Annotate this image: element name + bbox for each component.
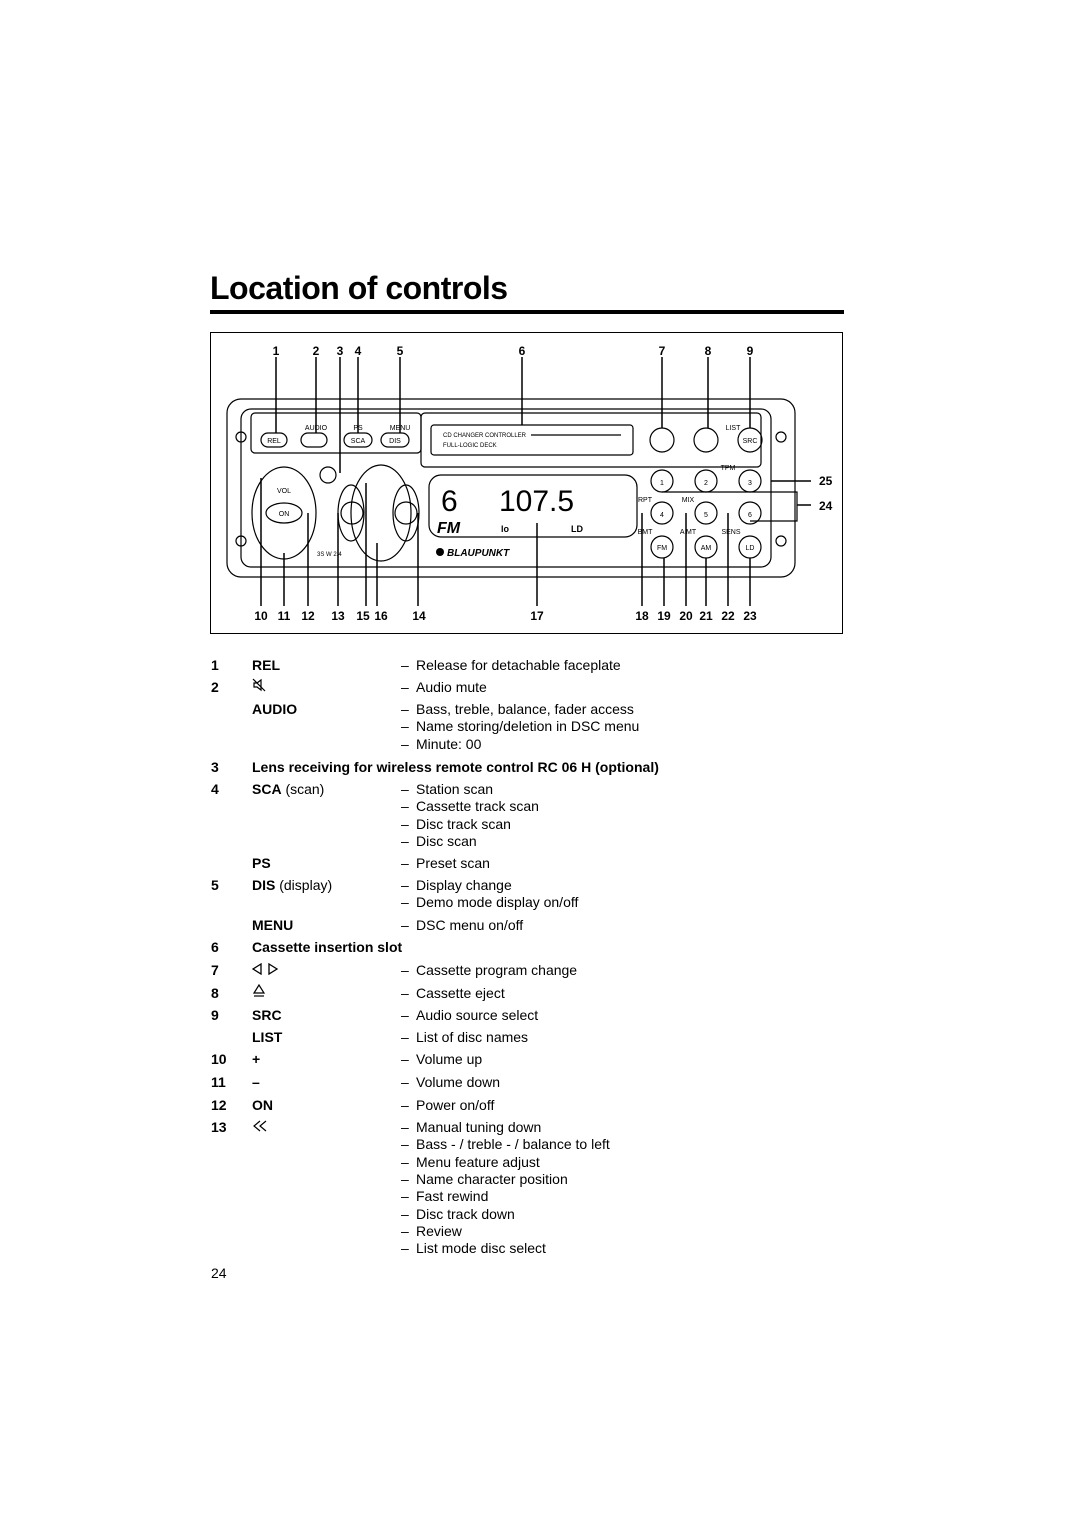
display-band: FM <box>437 520 461 537</box>
label-rpt: RPT <box>638 497 652 504</box>
label-btn2: 2 <box>704 480 708 487</box>
entry-number: 10 <box>211 1051 227 1067</box>
entry-description: – Review <box>401 1222 462 1239</box>
display-preset: 6 <box>441 485 458 518</box>
callout-21: 21 <box>699 609 713 623</box>
entry-number: 4 <box>211 781 219 797</box>
callout-22: 22 <box>721 609 735 623</box>
label-src: SRC <box>742 438 758 445</box>
callout-4: 4 <box>354 344 362 358</box>
entry-description: – Audio source select <box>401 1007 539 1023</box>
entry-key: SCA (scan) <box>252 781 325 797</box>
entry-key: MENU <box>252 917 294 933</box>
rewind-icon <box>252 1118 268 1136</box>
label-on: ON <box>278 511 290 518</box>
entry-description: – Audio mute <box>401 679 487 695</box>
callout-23: 23 <box>743 609 757 623</box>
eject-icon <box>252 984 266 1002</box>
program-change-icon <box>252 961 282 979</box>
entry-number: 7 <box>211 962 219 978</box>
entry-description: – Cassette program change <box>401 962 578 978</box>
callout-11: 11 <box>277 609 291 623</box>
entry-description: – Station scan <box>401 781 494 797</box>
entry-description: – Release for detachable faceplate <box>401 657 621 673</box>
entry-key: AUDIO <box>252 701 298 717</box>
page-number: 24 <box>211 1265 227 1281</box>
label-btn5: 5 <box>704 512 708 519</box>
entry-number: 9 <box>211 1007 219 1023</box>
label-dis: DIS <box>389 438 401 445</box>
page-title: Location of controls <box>210 270 508 306</box>
label-rel: REL <box>267 438 281 445</box>
entry-description: – List mode disc select <box>401 1240 546 1257</box>
entry-number: 12 <box>211 1097 227 1113</box>
controls-figure <box>210 332 843 634</box>
display-frequency: 107.5 <box>499 485 575 518</box>
entry-description: – Cassette eject <box>401 985 505 1001</box>
label-audio: AUDIO <box>304 425 328 432</box>
entry-description: – Name storing/deletion in DSC menu <box>401 718 640 735</box>
entry-description: – Volume up <box>401 1051 483 1067</box>
label-bmt: BMT <box>637 529 653 536</box>
entry-description: – Fast rewind <box>401 1188 489 1205</box>
entry-description: – Preset scan <box>401 855 490 871</box>
callout-16: 16 <box>374 609 388 623</box>
callout-15: 15 <box>356 609 370 623</box>
callout-24: 24 <box>819 499 833 513</box>
mute-icon <box>252 678 266 696</box>
label-ps: PS <box>353 425 363 432</box>
entry-number: 6 <box>211 939 219 955</box>
radio-faceplate-diagram <box>211 333 844 635</box>
entry-description: – List of disc names <box>401 1029 529 1045</box>
entry-key: REL <box>252 657 280 673</box>
callout-19: 19 <box>657 609 671 623</box>
entry-number: 3 <box>211 759 219 775</box>
callout-8: 8 <box>704 344 712 358</box>
label-ld: LD <box>745 545 755 552</box>
brand-logo-icon <box>436 548 444 556</box>
entry-description: – Name character position <box>401 1170 568 1187</box>
label-btn3: 3 <box>748 480 752 487</box>
label-mix: MIX <box>681 497 695 504</box>
entry-key: + <box>252 1051 261 1067</box>
callout-17: 17 <box>530 609 544 623</box>
entry-key: PS <box>252 855 271 871</box>
callout-5: 5 <box>396 344 404 358</box>
entry-description: – Demo mode display on/off <box>401 894 579 911</box>
entry-description: – Minute: 00 <box>401 735 482 752</box>
entry-number: 5 <box>211 877 219 893</box>
entry-description: – Power on/off <box>401 1097 495 1113</box>
entry-key: ON <box>252 1097 273 1113</box>
label-btn6: 6 <box>748 512 752 519</box>
label-vol: VOL <box>276 488 292 495</box>
label-am: AM <box>700 545 712 552</box>
entry-key: – <box>252 1074 260 1090</box>
title-rule <box>210 310 844 314</box>
entry-heading: Lens receiving for wireless remote control RC 06 H (optional) <box>252 759 659 775</box>
entry-key: SRC <box>252 1007 282 1023</box>
entry-number: 13 <box>211 1119 227 1135</box>
entry-heading: Cassette insertion slot <box>252 939 403 955</box>
entry-description: – Disc scan <box>401 832 477 849</box>
entry-description: – Display change <box>401 877 512 893</box>
entry-number: 11 <box>211 1074 226 1090</box>
entry-description: – Cassette track scan <box>401 798 539 815</box>
label-full-logic: FULL-LOGIC DECK <box>443 443 497 449</box>
callout-2: 2 <box>312 344 320 358</box>
label-sens: SENS <box>721 529 741 536</box>
callout-12: 12 <box>301 609 315 623</box>
callout-18: 18 <box>635 609 649 623</box>
label-amt: A MT <box>679 529 697 536</box>
callout-7: 7 <box>658 344 666 358</box>
entry-description: – Disc track down <box>401 1205 515 1222</box>
entry-key: LIST <box>252 1029 283 1045</box>
entry-number: 8 <box>211 985 219 1001</box>
callout-13: 13 <box>331 609 345 623</box>
callout-20: 20 <box>679 609 693 623</box>
label-menu: MENU <box>389 425 411 432</box>
callout-9: 9 <box>746 344 754 358</box>
callout-3: 3 <box>336 344 344 358</box>
entry-key: DIS (display) <box>252 877 333 893</box>
entry-description: – Manual tuning down <box>401 1119 542 1135</box>
callout-25: 25 <box>819 474 833 488</box>
entry-description: – Volume down <box>401 1074 501 1090</box>
brand-name: BLAUPUNKT <box>447 548 510 559</box>
label-list: LIST <box>725 425 741 432</box>
entry-description: – Menu feature adjust <box>401 1153 540 1170</box>
callout-6: 6 <box>518 344 526 358</box>
label-btn4: 4 <box>660 512 664 519</box>
label-sca: SCA <box>350 438 366 445</box>
display-lo: lo <box>501 524 509 534</box>
entry-number: 1 <box>211 657 219 673</box>
label-fm: FM <box>656 545 668 552</box>
entry-description: – DSC menu on/off <box>401 917 524 933</box>
callout-14: 14 <box>412 609 426 623</box>
entry-description: – Bass, treble, balance, fader access <box>401 701 634 717</box>
callout-1: 1 <box>272 344 280 358</box>
label-model: 3S W 2.4 <box>317 552 342 558</box>
label-tpm: TPM <box>720 465 736 472</box>
label-btn1: 1 <box>660 480 664 487</box>
display-ld: LD <box>571 524 583 534</box>
callout-10: 10 <box>254 609 268 623</box>
entry-description: – Bass - / treble - / balance to left <box>401 1136 610 1153</box>
entry-description: – Disc track scan <box>401 815 511 832</box>
label-cd-changer: CD CHANGER CONTROLLER <box>443 433 527 439</box>
entry-number: 2 <box>211 679 219 695</box>
